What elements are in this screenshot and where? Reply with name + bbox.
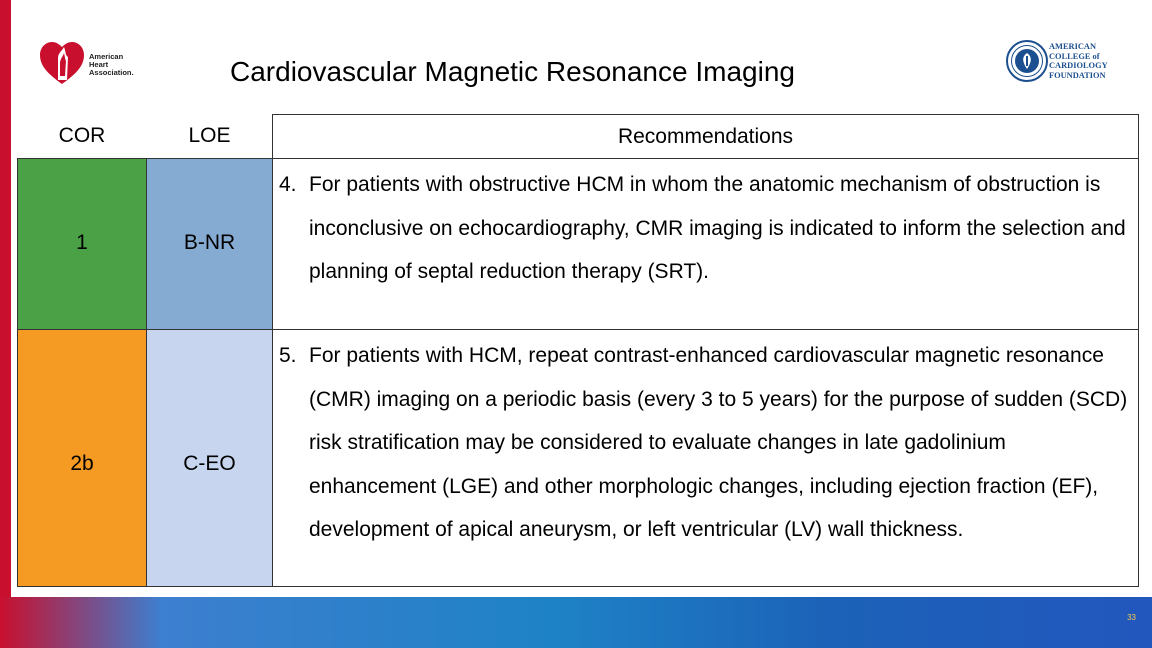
page-number: 33: [1127, 613, 1136, 622]
acc-logo-line: AMERICAN: [1049, 42, 1096, 51]
recommendation-text: For patients with obstructive HCM in whom the anatomic mechanism of obstruction is inconclusive on echocardiography, CMR imaging is indicated to inform the selection and planning of septal reduction therapy (SRT).: [309, 173, 1126, 283]
table-row-2-recommendation-cell: [272, 330, 1139, 587]
cor-value: 2b: [70, 452, 94, 475]
heart-torch-icon: [38, 36, 86, 88]
table-row-1-recommendation-cell: [272, 158, 1139, 330]
left-accent-bar: [0, 0, 11, 648]
acc-seal-icon: [1006, 40, 1048, 82]
recommendation-number: 4.: [279, 173, 297, 196]
recommendation-number: 5.: [279, 344, 297, 367]
recommendations-table: [17, 114, 1139, 587]
footer-band: [0, 597, 1152, 648]
table-row-2-loe-cell: [147, 330, 272, 587]
aha-logo-line: American: [89, 52, 124, 61]
column-header-loe: LOE: [188, 124, 231, 147]
column-header-recommendations: Recommendations: [272, 114, 1139, 158]
loe-value: C-EO: [183, 452, 236, 475]
acc-logo-line: FOUNDATION: [1049, 70, 1106, 80]
aha-logo-line: Association.: [89, 68, 134, 78]
table-row-1-loe-cell: [147, 158, 272, 330]
table-row-2-cor-cell: [17, 330, 147, 587]
aha-logo-line: Heart: [89, 60, 109, 70]
table-row-1-cor-cell: [17, 158, 147, 330]
slide-title: Cardiovascular Magnetic Resonance Imaging: [230, 56, 795, 87]
loe-value: B-NR: [183, 231, 236, 254]
cor-value: 1: [76, 231, 88, 254]
acc-logo-line: COLLEGE of: [1049, 51, 1100, 61]
recommendation-text: For patients with HCM, repeat contrast-enhanced cardiovascular magnetic resonance (CMR) imaging on a periodic basis (every 3 to 5 years) for the purpose of sudden (SCD) risk stratification may be considered to evaluate changes in late gadolinium enhancement (LGE) and other morphologic changes, including ejection fraction (EF), development of apical aneurysm, or left ventricular (LV) wall thickness.: [309, 344, 1128, 541]
column-header-cor: COR: [58, 124, 106, 147]
acc-logo: [1006, 40, 1126, 84]
acc-logo-line: CARDIOLOGY: [1049, 61, 1108, 71]
aha-logo: [38, 36, 148, 88]
